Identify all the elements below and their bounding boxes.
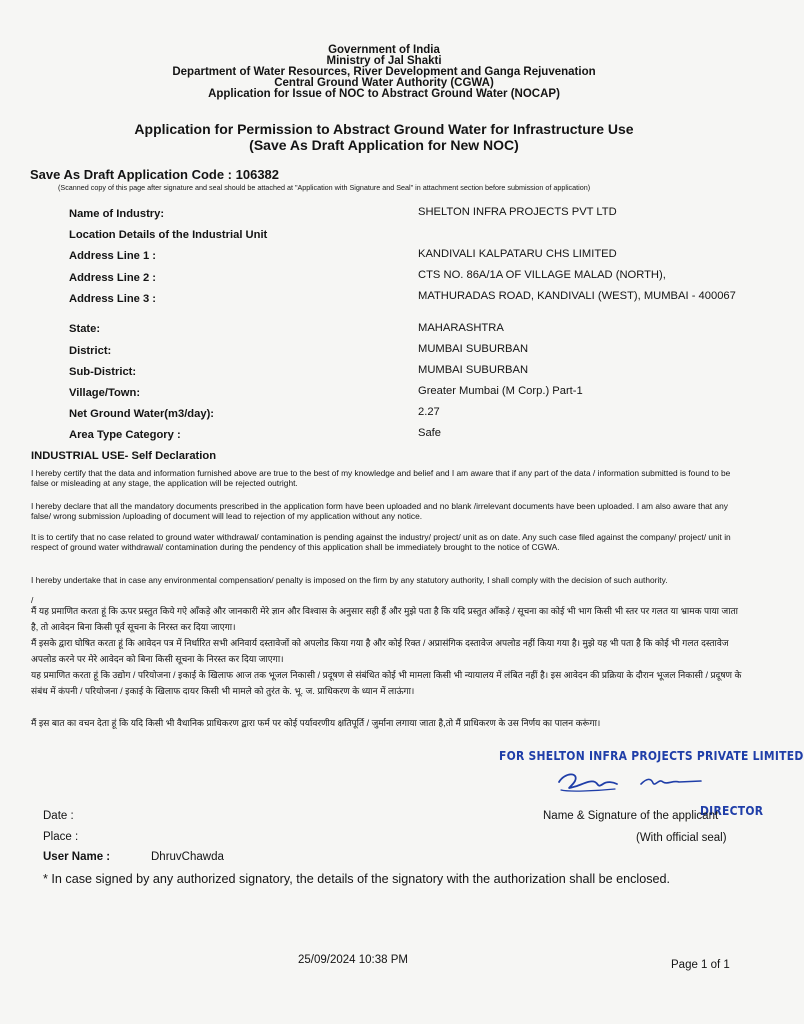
date-label: Date : [43, 810, 74, 822]
state-label: State: [69, 323, 101, 335]
village-label: Village/Town: [69, 387, 141, 399]
gov-header [0, 45, 768, 100]
header-line-2: Ministry of Jal Shakti [326, 55, 442, 67]
location-heading: Location Details of the Industrial Unit [69, 229, 268, 241]
area-value: Safe [418, 427, 442, 439]
user-name-value: DhruvChawda [151, 851, 224, 863]
authorized-note: * In case signed by any authorized signatory, the details of the signatory with the authorization shall be enclosed. [43, 872, 671, 886]
header-line-1: Government of India [328, 44, 440, 56]
draft-code: Save As Draft Application Code : 106382 [30, 167, 280, 182]
timestamp: 25/09/2024 10:38 PM [298, 954, 408, 966]
header-line-5: Application for Issue of NOC to Abstract Ground Water (NOCAP) [208, 88, 560, 100]
scan-note: (Scanned copy of this page after signature and seal should be attached at "Application with Signature and Seal" in attachment section before submission of application) [58, 183, 591, 192]
title-line-2: (Save As Draft Application for New NOC) [249, 137, 519, 153]
declaration-para-1: I hereby certify that the data and information furnished above are true to the best of my knowledge and belief and I am aware that if any part of the data / information submitted is found to be false or misleading at any stage, the application will be rejected outright. [31, 468, 731, 488]
signature-mark [555, 768, 725, 796]
signature-label: Name & Signature of the applicant [543, 810, 719, 822]
page-title [0, 121, 768, 153]
declaration-heading: INDUSTRIAL USE- Self Declaration [31, 450, 217, 462]
subdistrict-value: MUMBAI SUBURBAN [418, 364, 529, 376]
declaration-para-2: I hereby declare that all the mandatory documents prescribed in the application form have been uploaded and no blank /irrelevant documents have been uploaded. I am also aware that any false/ wrong submission /uploading of document will lead to rejection of my application without any notice. [31, 501, 728, 521]
declaration-para-4: I hereby undertake that in case any environmental compensation/ penalty is imposed on the firm by any statutory authority, I shall comply with the decision of such authority. [31, 575, 668, 585]
header-line-4: Central Ground Water Authority (CGWA) [274, 77, 494, 89]
water-value: 2.27 [418, 406, 440, 418]
state-value: MAHARASHTRA [418, 322, 504, 334]
title-line-1: Application for Permission to Abstract Ground Water for Infrastructure Use [134, 121, 634, 137]
director-stamp: DIRECTOR [700, 803, 764, 818]
address3-label: Address Line 3 : [69, 293, 157, 305]
page-number: Page 1 of 1 [671, 959, 730, 971]
district-label: District: [69, 345, 112, 357]
place-label: Place : [43, 831, 79, 843]
declaration-slash: / [31, 595, 34, 605]
name-label: Name of Industry: [69, 208, 165, 220]
hindi-para-4: मैं इस बात का वचन देता हूं कि यदि किसी भी वैधानिक प्राधिकरण द्वारा फर्म पर कोई पर्यावरणीय क्षतिपूर्ति / जुर्माना लगाया जाता है,तो मैं प्राधिकरण के उस निर्णय का पालन करूंगा। [31, 718, 601, 728]
village-value: Greater Mumbai (M Corp.) Part-1 [418, 385, 583, 397]
hindi-para-2: मैं इसके द्वारा घोषित करता हूं कि आवेदन पत्र में निर्धारित सभी अनिवार्य दस्तावेजों को अपलोड किया गया है और कोई रिक्त / अप्रासंगिक दस्तावेज अपलोड नहीं किया गया है। मुझे यह भी पता है कि कोई भी गलत दस्तावेज अपलोड करने पर मेरे आवेदन को बिना किसी सूचना के निरस्त कर दिया जाएगा। [31, 638, 729, 664]
company-stamp: FOR SHELTON INFRA PROJECTS PRIVATE LIMITED [499, 748, 804, 763]
header-line-3: Department of Water Resources, River Development and Ganga Rejuvenation [172, 66, 596, 78]
address1-label: Address Line 1 : [69, 250, 157, 262]
subdistrict-label: Sub-District: [69, 366, 137, 378]
hindi-para-3: यह प्रमाणित करता हूं कि उद्योग / परियोजना / इकाई के खिलाफ आज तक भूजल निकासी / प्रदूषण से संबंधित कोई भी मामला किसी भी न्यायालय में लंबित नहीं है। इस आवेदन की प्रक्रिया के दौरान भूजल निकासी / प्रदूषण के संबंध में कंपनी / परियोजना / इकाई के खिलाफ दायर किसी भी मामले को तुरंत के. भू. ज. प्राधिकरण के ध्यान में लाऊंगा। [31, 670, 742, 696]
user-name-label: User Name : [43, 851, 111, 863]
district-value: MUMBAI SUBURBAN [418, 343, 529, 355]
water-label: Net Ground Water(m3/day): [69, 408, 215, 420]
seal-label: (With official seal) [636, 832, 727, 844]
declaration-para-3: It is to certify that no case related to ground water withdrawal/ contamination is pending against the industry/ project/ unit as on date. Any such case filed against the company/ project/ unit in respect of ground water withdrawal/ contamination during the pendency of this application shall be immediately brought to the notice of CGWA. [31, 532, 731, 552]
address2-value: CTS NO. 86A/1A OF VILLAGE MALAD (NORTH), [418, 269, 666, 281]
address1-value: KANDIVALI KALPATARU CHS LIMITED [418, 248, 617, 260]
address2-label: Address Line 2 : [69, 272, 157, 284]
area-label: Area Type Category : [69, 429, 181, 441]
name-value: SHELTON INFRA PROJECTS PVT LTD [418, 206, 617, 218]
hindi-para-1: मैं यह प्रमाणित करता हूं कि ऊपर प्रस्तुत किये गऐ आँकड़े और जानकारी मेरे ज्ञान और विश्वास के अनुसार सही हैं और मुझे पता है कि यदि प्रस्तुत आँकड़े / सूचना का कोई भी भाग किसी भी स्तर पर गलत या भ्रामक पाया जाता है, तो आवेदन बिना किसी पूर्व सूचना के निरस्त कर दिया जाएगा। [31, 606, 738, 632]
address3-value: MATHURADAS ROAD, KANDIVALI (WEST), MUMBAI - 400067 [418, 290, 736, 302]
